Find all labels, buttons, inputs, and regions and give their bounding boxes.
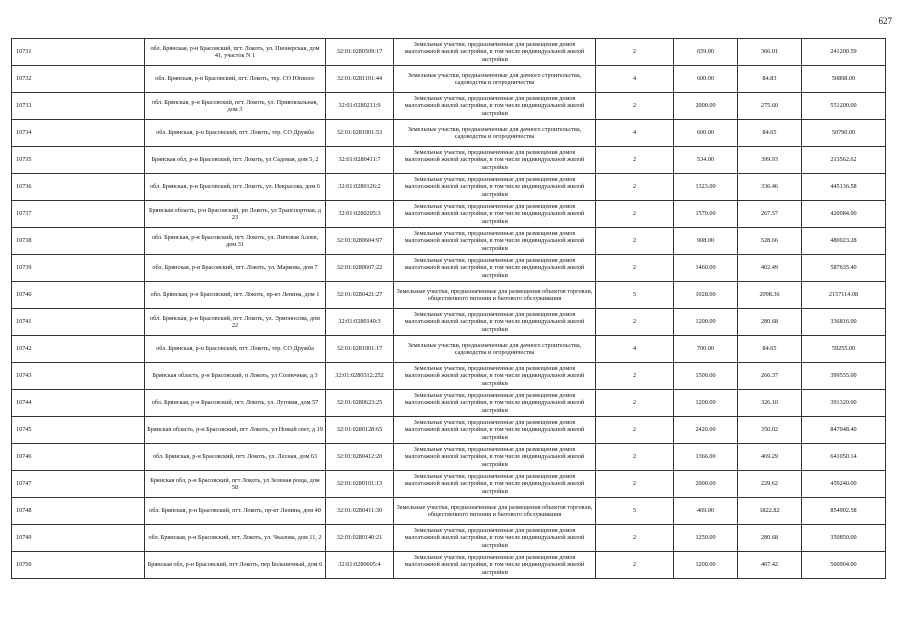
- row-number-cell: 10746: [12, 444, 145, 471]
- cadastral-number-cell: 32:01:0280509:17: [326, 39, 394, 66]
- cadastral-value-cell: 587635.40: [802, 255, 886, 282]
- area-cell: 1250.00: [674, 525, 738, 552]
- cadastral-number-cell: 32:01:0280604:97: [326, 228, 394, 255]
- land-use-cell: Земельные участки, предназначенные для размещения домов малоэтажной жилой застройки, в том числе индивидуальной жилой застройки: [394, 363, 596, 390]
- cadastral-value-cell: 213562.62: [802, 147, 886, 174]
- specific-value-cell: 1822.82: [738, 498, 802, 525]
- table-row: [12, 525, 886, 552]
- address-cell: Брянская область, р-н Брасовский, п Локоть, ул Солнечная, д 3: [145, 363, 326, 390]
- group-cell: 2: [596, 255, 674, 282]
- row-number-cell: 10731: [12, 39, 145, 66]
- area-cell: 908.00: [674, 228, 738, 255]
- land-use-cell: Земельные участки, предназначенные для размещения домов малоэтажной жилой застройки, в том числе индивидуальной жилой застройки: [394, 39, 596, 66]
- address-cell: обл. Брянская, р-н Брасовский, пгт. Локоть, ул. Некрасова, дом 6: [145, 174, 326, 201]
- area-cell: 1570.00: [674, 201, 738, 228]
- land-use-cell: Земельные участки, предназначенные для размещения домов малоэтажной жилой застройки, в том числе индивидуальной жилой застройки: [394, 471, 596, 498]
- address-cell: обл. Брянская, р-н Брасовский, пгт. Локоть, ул. Эрмоносова, дом 22: [145, 309, 326, 336]
- specific-value-cell: 267.57: [738, 201, 802, 228]
- table-row: [12, 390, 886, 417]
- land-use-cell: Земельные участки, предназначенные для размещения домов малоэтажной жилой застройки, в том числе индивидуальной жилой застройки: [394, 525, 596, 552]
- table-row: [12, 201, 886, 228]
- specific-value-cell: 366.01: [738, 39, 802, 66]
- area-cell: 2000.00: [674, 471, 738, 498]
- row-number-cell: 10743: [12, 363, 145, 390]
- row-number-cell: 10749: [12, 525, 145, 552]
- land-use-cell: Земельные участки, предназначенные для размещения объектов торговли, общественного питания и бытового обслуживания: [394, 282, 596, 309]
- address-cell: Брянская область, р-н Брасовский, рп Локоть, ул Транспортная, д 23: [145, 201, 326, 228]
- cadastral-value-cell: 241200.59: [802, 39, 886, 66]
- row-number-cell: 10734: [12, 120, 145, 147]
- group-cell: 4: [596, 120, 674, 147]
- address-cell: обл. Брянская, р-н Брасовский, пгт. Локоть, тер. СО Дружба: [145, 120, 326, 147]
- group-cell: 4: [596, 336, 674, 363]
- table-row: [12, 93, 886, 120]
- table-row: [12, 363, 886, 390]
- cadastral-number-cell: 32:01:0281001:17: [326, 336, 394, 363]
- cadastral-number-cell: 32:01:0280412:20: [326, 444, 394, 471]
- cadastral-value-cell: 560904.00: [802, 552, 886, 579]
- table-row: [12, 120, 886, 147]
- cadastral-number-cell: 32:01:0281001:53: [326, 120, 394, 147]
- table-row: [12, 66, 886, 93]
- specific-value-cell: 350.02: [738, 417, 802, 444]
- cadastral-number-cell: 32:01:0280128:65: [326, 417, 394, 444]
- group-cell: 2: [596, 309, 674, 336]
- cadastral-number-cell: 32:01:0280140:3: [326, 309, 394, 336]
- table-row: [12, 309, 886, 336]
- row-number-cell: 10732: [12, 66, 145, 93]
- cadastral-number-cell: 32:01:0280101:13: [326, 471, 394, 498]
- cadastral-value-cell: 391320.00: [802, 390, 886, 417]
- area-cell: 1460.00: [674, 255, 738, 282]
- cadastral-number-cell: 32:01:0280411:7: [326, 147, 394, 174]
- row-number-cell: 10735: [12, 147, 145, 174]
- specific-value-cell: 266.37: [738, 363, 802, 390]
- group-cell: 2: [596, 174, 674, 201]
- specific-value-cell: 84.83: [738, 66, 802, 93]
- group-cell: 2: [596, 471, 674, 498]
- specific-value-cell: 399.93: [738, 147, 802, 174]
- table-row: [12, 444, 886, 471]
- area-cell: 600.00: [674, 120, 738, 147]
- specific-value-cell: 2098.36: [738, 282, 802, 309]
- row-number-cell: 10744: [12, 390, 145, 417]
- table-row: [12, 498, 886, 525]
- area-cell: 1200.00: [674, 390, 738, 417]
- specific-value-cell: 528.66: [738, 228, 802, 255]
- row-number-cell: 10739: [12, 255, 145, 282]
- area-cell: 600.00: [674, 66, 738, 93]
- cadastral-value-cell: 459240.00: [802, 471, 886, 498]
- cadastral-value-cell: 480023.28: [802, 228, 886, 255]
- specific-value-cell: 402.49: [738, 255, 802, 282]
- area-cell: 1366.00: [674, 444, 738, 471]
- address-cell: обл. Брянская, р-н Брасовский, пгт. Локоть, ул. Пионерская, дом 41, участок N 1: [145, 39, 326, 66]
- land-use-cell: Земельные участки, предназначенные для дачного строительства, садоводства и огородничества: [394, 336, 596, 363]
- cadastral-number-cell: 32:01:0280607:22: [326, 255, 394, 282]
- land-use-cell: Земельные участки, предназначенные для дачного строительства, садоводства и огородничества: [394, 66, 596, 93]
- cadastral-value-cell: 399555.00: [802, 363, 886, 390]
- row-number-cell: 10740: [12, 282, 145, 309]
- row-number-cell: 10747: [12, 471, 145, 498]
- row-number-cell: 10745: [12, 417, 145, 444]
- cadastral-value-cell: 420084.90: [802, 201, 886, 228]
- cadastral-number-cell: 32:01:0280126:2: [326, 174, 394, 201]
- group-cell: 2: [596, 390, 674, 417]
- table-row: [12, 255, 886, 282]
- row-number-cell: 10736: [12, 174, 145, 201]
- cadastral-value-cell: 336816.00: [802, 309, 886, 336]
- land-use-cell: Земельные участки, предназначенные для размещения объектов торговли, общественного питания и бытового обслуживания: [394, 498, 596, 525]
- area-cell: 1500.00: [674, 363, 738, 390]
- group-cell: 2: [596, 552, 674, 579]
- cadastral-number-cell: 32:01:0280312:252: [326, 363, 394, 390]
- row-number-cell: 10733: [12, 93, 145, 120]
- address-cell: обл. Брянская, р-н Брасовский, пгт. Локоть, пр-кт Ленина, дом 1: [145, 282, 326, 309]
- group-cell: 2: [596, 201, 674, 228]
- cadastral-number-cell: 32:01:0280211:9: [326, 93, 394, 120]
- address-cell: обл. Брянская, р-н Брасовский, пгт. Локоть, ул. Привокзальная, дом 3: [145, 93, 326, 120]
- group-cell: 2: [596, 363, 674, 390]
- area-cell: 2000.00: [674, 93, 738, 120]
- area-cell: 1028.00: [674, 282, 738, 309]
- cadastral-value-cell: 50790.00: [802, 120, 886, 147]
- specific-value-cell: 229.62: [738, 471, 802, 498]
- cadastral-number-cell: 32:01:0280411:30: [326, 498, 394, 525]
- group-cell: 2: [596, 93, 674, 120]
- area-cell: 700.00: [674, 336, 738, 363]
- cadastral-value-cell: 641050.14: [802, 444, 886, 471]
- cadastral-number-cell: 32:01:0281101:44: [326, 66, 394, 93]
- land-use-cell: Земельные участки, предназначенные для дачного строительства, садоводства и огородничества: [394, 120, 596, 147]
- area-cell: 1200.00: [674, 552, 738, 579]
- land-use-cell: Земельные участки, предназначенные для размещения домов малоэтажной жилой застройки, в том числе индивидуальной жилой застройки: [394, 390, 596, 417]
- specific-value-cell: 275.60: [738, 93, 802, 120]
- table-row: [12, 552, 886, 579]
- page-number: 627: [878, 16, 892, 26]
- cadastral-number-cell: 32:01:0280205:3: [326, 201, 394, 228]
- cadastral-value-cell: 350850.00: [802, 525, 886, 552]
- row-number-cell: 10748: [12, 498, 145, 525]
- cadastral-value-cell: 551200.00: [802, 93, 886, 120]
- address-cell: Брянская обл, р-н Брасовский, пгт Локоть, пер Больничный, дом 6: [145, 552, 326, 579]
- address-cell: обл. Брянская, р-н Брасовский, пгт. Локоть, тер. СО Юпилос: [145, 66, 326, 93]
- row-number-cell: 10738: [12, 228, 145, 255]
- row-number-cell: 10750: [12, 552, 145, 579]
- group-cell: 2: [596, 39, 674, 66]
- area-cell: 2420.00: [674, 417, 738, 444]
- table-row: [12, 336, 886, 363]
- cadastral-value-cell: 50898.00: [802, 66, 886, 93]
- table-row: [12, 147, 886, 174]
- table-row: [12, 39, 886, 66]
- group-cell: 2: [596, 228, 674, 255]
- table-body: [12, 39, 886, 579]
- table-row: [12, 174, 886, 201]
- row-number-cell: 10741: [12, 309, 145, 336]
- row-number-cell: 10742: [12, 336, 145, 363]
- specific-value-cell: 326.10: [738, 390, 802, 417]
- cadastral-number-cell: 32:01:0280140:21: [326, 525, 394, 552]
- address-cell: Брянская обл, р-н Брасовский, пгт Локоть, ул Зеленая роща, дом 58: [145, 471, 326, 498]
- area-cell: 659.00: [674, 39, 738, 66]
- land-use-cell: Земельные участки, предназначенные для размещения домов малоэтажной жилой застройки, в том числе индивидуальной жилой застройки: [394, 309, 596, 336]
- address-cell: обл. Брянская, р-н Брасовский, пгт. Локоть, ул. Луговая, дом 57: [145, 390, 326, 417]
- address-cell: обл. Брянская, р-н Брасовский, пгт. Локоть, пр-кт Ленина, дом 40: [145, 498, 326, 525]
- land-registry-table: [11, 38, 886, 579]
- cadastral-number-cell: 32:01:0280605:4: [326, 552, 394, 579]
- land-use-cell: Земельные участки, предназначенные для размещения домов малоэтажной жилой застройки, в том числе индивидуальной жилой застройки: [394, 93, 596, 120]
- table-row: [12, 417, 886, 444]
- cadastral-value-cell: 445136.58: [802, 174, 886, 201]
- address-cell: обл. Брянская, р-н Брасовский, пгт. Локоть, ул. Липовая Аллея, дом 31: [145, 228, 326, 255]
- cadastral-value-cell: 847048.40: [802, 417, 886, 444]
- area-cell: 534.00: [674, 147, 738, 174]
- group-cell: 2: [596, 525, 674, 552]
- address-cell: Брянская обл, р-н Брасовский, пгт. Локоть, ул Садовая, дом 5, 2: [145, 147, 326, 174]
- group-cell: 2: [596, 444, 674, 471]
- table-row: [12, 228, 886, 255]
- address-cell: обл. Брянская, р-н Брасовский, пгт. Локоть, ул. Чкалова, дом 11, 2: [145, 525, 326, 552]
- specific-value-cell: 469.29: [738, 444, 802, 471]
- cadastral-value-cell: 59255.00: [802, 336, 886, 363]
- specific-value-cell: 336.46: [738, 174, 802, 201]
- specific-value-cell: 84.65: [738, 120, 802, 147]
- cadastral-number-cell: 32:01:0280421:27: [326, 282, 394, 309]
- group-cell: 2: [596, 147, 674, 174]
- area-cell: 1323.00: [674, 174, 738, 201]
- cadastral-number-cell: 32:01:0280623:25: [326, 390, 394, 417]
- specific-value-cell: 280.68: [738, 525, 802, 552]
- address-cell: обл. Брянская, р-н Брасовский, пгт. Локоть, ул. Маркова, дом 7: [145, 255, 326, 282]
- specific-value-cell: 84.65: [738, 336, 802, 363]
- group-cell: 5: [596, 498, 674, 525]
- area-cell: 1200.00: [674, 309, 738, 336]
- address-cell: обл. Брянская, р-н Брасовский, пгт. Локоть, тер. СО Дружба: [145, 336, 326, 363]
- group-cell: 5: [596, 282, 674, 309]
- land-use-cell: Земельные участки, предназначенные для размещения домов малоэтажной жилой застройки, в том числе индивидуальной жилой застройки: [394, 255, 596, 282]
- land-use-cell: Земельные участки, предназначенные для размещения домов малоэтажной жилой застройки, в том числе индивидуальной жилой застройки: [394, 174, 596, 201]
- land-use-cell: Земельные участки, предназначенные для размещения домов малоэтажной жилой застройки, в том числе индивидуальной жилой застройки: [394, 147, 596, 174]
- area-cell: 469.00: [674, 498, 738, 525]
- group-cell: 4: [596, 66, 674, 93]
- table-row: [12, 282, 886, 309]
- cadastral-value-cell: 2157114.08: [802, 282, 886, 309]
- land-use-cell: Земельные участки, предназначенные для размещения домов малоэтажной жилой застройки, в том числе индивидуальной жилой застройки: [394, 444, 596, 471]
- table-row: [12, 471, 886, 498]
- land-use-cell: Земельные участки, предназначенные для размещения домов малоэтажной жилой застройки, в том числе индивидуальной жилой застройки: [394, 417, 596, 444]
- address-cell: обл. Брянская, р-н Брасовский, пгт. Локоть, ул. Лесная, дом 63: [145, 444, 326, 471]
- cadastral-value-cell: 854902.58: [802, 498, 886, 525]
- specific-value-cell: 467.42: [738, 552, 802, 579]
- row-number-cell: 10737: [12, 201, 145, 228]
- specific-value-cell: 280.68: [738, 309, 802, 336]
- land-use-cell: Земельные участки, предназначенные для размещения домов малоэтажной жилой застройки, в том числе индивидуальной жилой застройки: [394, 552, 596, 579]
- land-use-cell: Земельные участки, предназначенные для размещения домов малоэтажной жилой застройки, в том числе индивидуальной жилой застройки: [394, 201, 596, 228]
- address-cell: Брянская область, р-н Брасовский, пгт Локоть, ул Новый свет, д 19: [145, 417, 326, 444]
- group-cell: 2: [596, 417, 674, 444]
- land-use-cell: Земельные участки, предназначенные для размещения домов малоэтажной жилой застройки, в том числе индивидуальной жилой застройки: [394, 228, 596, 255]
